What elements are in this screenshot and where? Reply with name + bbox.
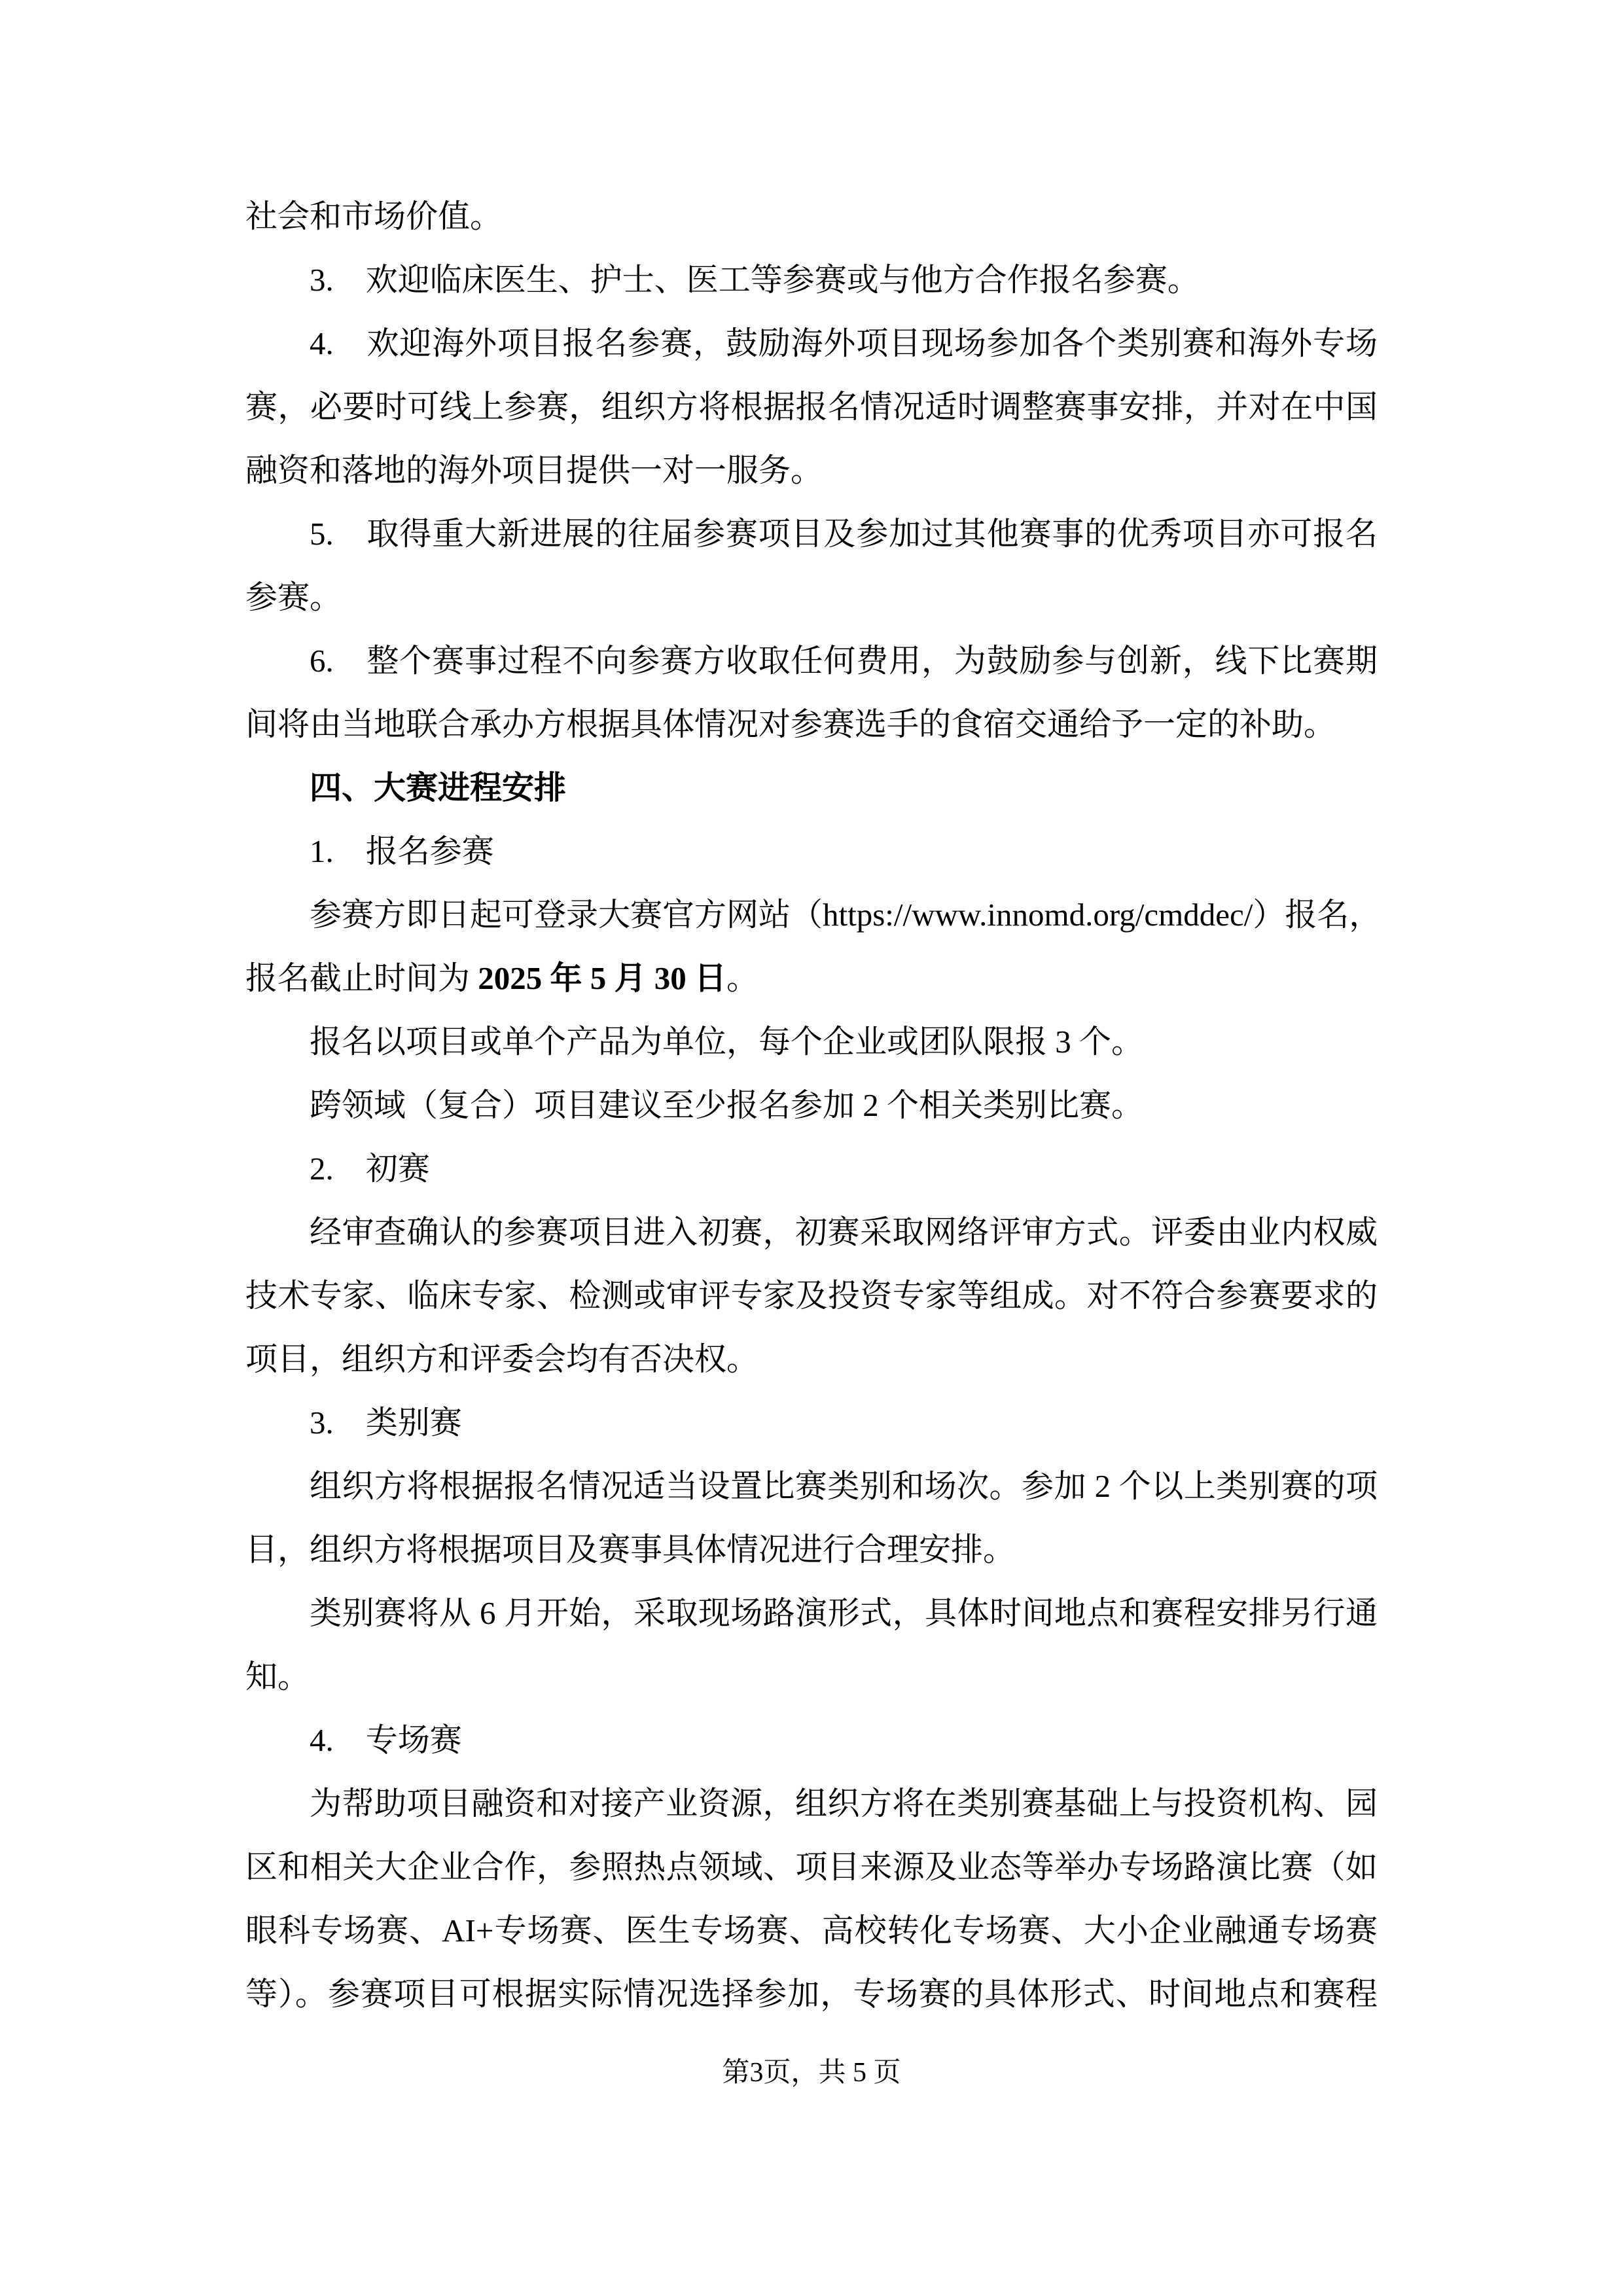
text-line: 参赛方即日起可登录大赛官方网站（https://www.innomd.org/cmddec/）报名，	[310, 897, 1382, 933]
list-item-line: 3. 欢迎临床医生、护士、医工等参赛或与他方合作报名参赛。	[310, 262, 1200, 298]
text-line: 参赛。	[245, 579, 342, 615]
list-item-line: 3. 类别赛	[310, 1405, 462, 1441]
deadline-line	[245, 946, 1378, 1010]
text-line: 组织方将根据报名情况适当设置比赛类别和场次。参加 2 个以上类别赛的项	[310, 1468, 1378, 1504]
deadline-suffix: 。	[726, 960, 759, 996]
text-line: 融资和落地的海外项目提供一对一服务。	[245, 452, 823, 488]
list-item-line: 4. 欢迎海外项目报名参赛，鼓励海外项目现场参加各个类别赛和海外专场	[310, 325, 1378, 361]
text-line: 跨领域（复合）项目建议至少报名参加 2 个相关类别比赛。	[310, 1087, 1144, 1123]
text-line: 报名以项目或单个产品为单位，每个企业或团队限报 3 个。	[310, 1024, 1144, 1060]
list-item-line: 1. 报名参赛	[310, 833, 494, 869]
text-line: 社会和市场价值。	[245, 198, 503, 234]
deadline-date: 2025 年 5 月 30 日	[478, 960, 727, 996]
list-item-line: 5. 取得重大新进展的往届参赛项目及参加过其他赛事的优秀项目亦可报名	[310, 516, 1378, 552]
list-item-line: 6. 整个赛事过程不向参赛方收取任何费用，为鼓励参与创新，线下比赛期	[310, 643, 1378, 679]
text-line: 等）。参赛项目可根据实际情况选择参加，专场赛的具体形式、时间地点和赛程	[245, 1976, 1378, 2012]
list-item-line: 2. 初赛	[310, 1151, 430, 1187]
section-heading: 四、大赛进程安排	[310, 770, 567, 806]
text-line: 目，组织方将根据项目及赛事具体情况进行合理安排。	[245, 1532, 1016, 1568]
text-line: 眼科专场赛、AI+专场赛、医生专场赛、高校转化专场赛、大小企业融通专场赛	[245, 1912, 1378, 1948]
deadline-prefix: 报名截止时间为	[245, 960, 478, 996]
text-line: 经审查确认的参赛项目进入初赛，初赛采取网络评审方式。评委由业内权威	[310, 1214, 1378, 1250]
text-line: 类别赛将从 6 月开始，采取现场路演形式，具体时间地点和赛程安排另行通	[310, 1595, 1378, 1631]
document-body	[245, 185, 1382, 2026]
text-line: 项目，组织方和评委会均有否决权。	[245, 1341, 759, 1377]
text-line: 赛，必要时可线上参赛，组织方将根据报名情况适时调整赛事安排，并对在中国	[245, 389, 1378, 425]
page-footer	[0, 2054, 1623, 2092]
text-line: 知。	[245, 1659, 310, 1695]
text-line: 技术专家、临床专家、检测或审评专家及投资专家等组成。对不符合参赛要求的	[245, 1278, 1378, 1314]
page-number: 第3页，共 5 页	[722, 2058, 901, 2088]
list-item-line: 4. 专场赛	[310, 1722, 462, 1758]
text-line: 间将由当地联合承办方根据具体情况对参赛选手的食宿交通给予一定的补助。	[245, 706, 1336, 742]
text-line: 为帮助项目融资和对接产业资源，组织方将在类别赛基础上与投资机构、园	[310, 1785, 1378, 1821]
text-line: 区和相关大企业合作，参照热点领域、项目来源及业态等举办专场路演比赛（如	[245, 1849, 1378, 1885]
